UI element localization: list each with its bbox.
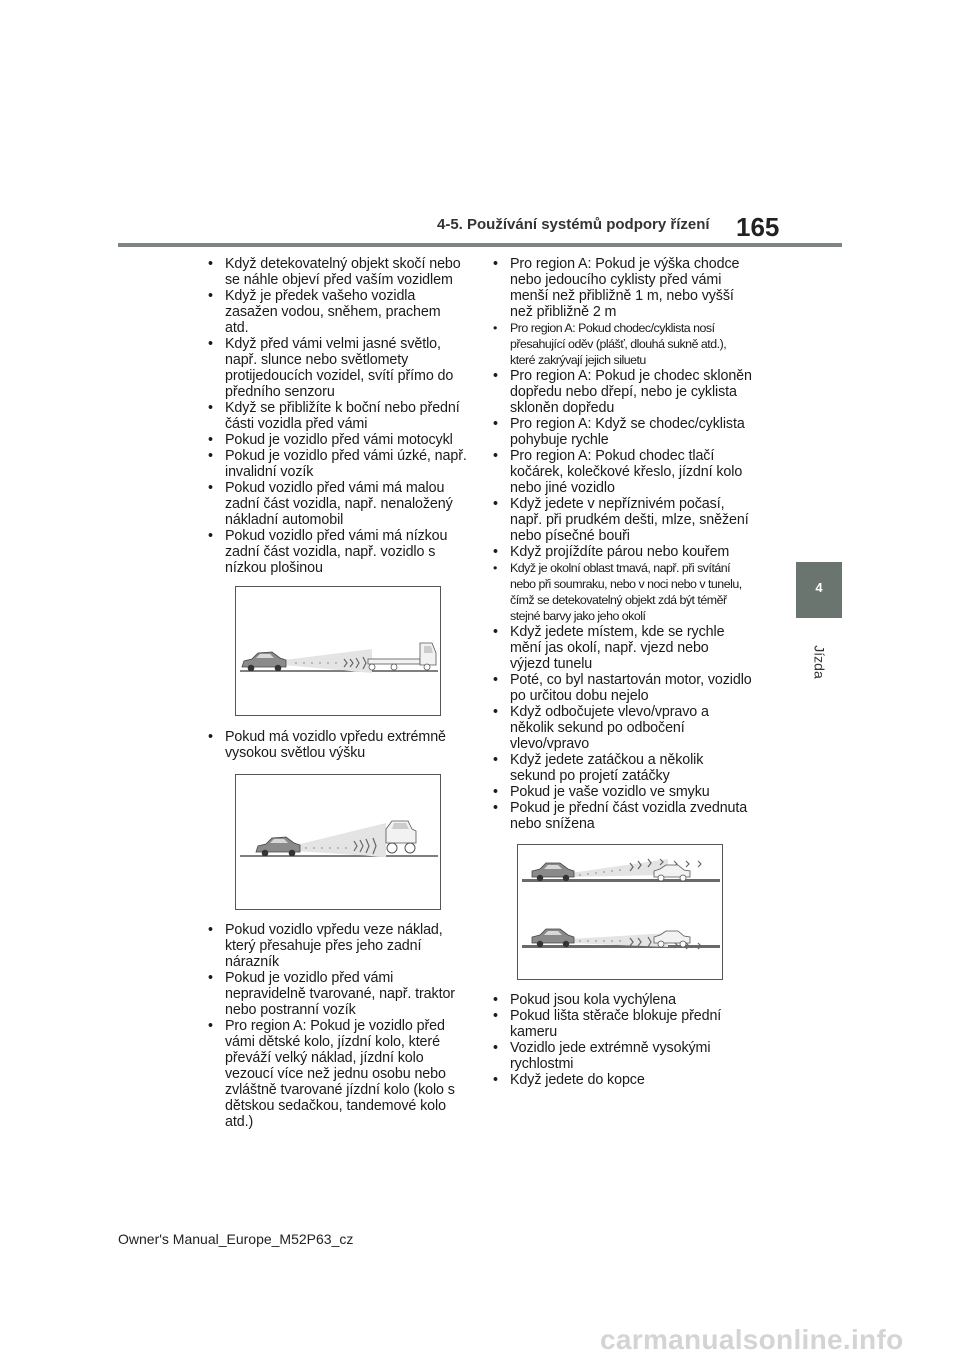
list-item: • Když projíždíte párou nebo kouřem <box>490 544 752 560</box>
chapter-label: Jízda <box>812 645 828 679</box>
chapter-tab[interactable] <box>796 562 842 618</box>
bullet-list <box>205 729 467 761</box>
section-title: 4-5. Používání systémů podpory řízení <box>437 216 710 233</box>
list-item: • Pro region A: Pokud je chodec skloněn dopředu nebo dřepí, nebo je cyklista skloněn dopředu <box>490 368 752 416</box>
footer-manual-id: Owner's Manual_Europe_M52P63_cz <box>118 1231 354 1247</box>
list-item: • Pokud je vozidlo před vámi motocykl <box>205 432 467 448</box>
list-item: • Pokud lišta stěrače blokuje přední kameru <box>490 1008 752 1040</box>
bullet-list <box>205 256 467 576</box>
list-item: • Pokud je vaše vozidlo ve smyku <box>490 784 752 800</box>
chapter-number: 4 <box>815 580 823 595</box>
bullet-list <box>490 992 752 1088</box>
low-platform-truck-illustration <box>235 586 441 716</box>
list-item: • Když se přibližíte k boční nebo přední části vozidla před vámi <box>205 400 467 432</box>
list-item: • Když je předek vašeho vozidla zasažen vodou, sněhem, prachem atd. <box>205 288 467 336</box>
right-column <box>490 256 752 1088</box>
list-item: • Když odbočujete vlevo/vpravo a několik sekund po odbočení vlevo/vpravo <box>490 704 752 752</box>
list-item: • Pro region A: Když se chodec/cyklista pohybuje rychle <box>490 416 752 448</box>
list-item: • Poté, co byl nastartován motor, vozidlo po určitou dobu nejelo <box>490 672 752 704</box>
list-item: • Když jedete do kopce <box>490 1072 752 1088</box>
bullet-list <box>205 922 467 1130</box>
list-item: • Pokud je vozidlo před vámi nepravidelně tvarované, např. traktor nebo postranní vozík <box>205 970 467 1018</box>
left-column <box>205 256 467 1130</box>
list-item: • Vozidlo jede extrémně vysokými rychlostmi <box>490 1040 752 1072</box>
list-item: • Pokud jsou kola vychýlena <box>490 992 752 1008</box>
list-item: • Pokud je vozidlo před vámi úzké, např. invalidní vozík <box>205 448 467 480</box>
watermark: carmanualsonline.info <box>600 1324 904 1355</box>
bullet-list <box>490 256 752 832</box>
list-item: • Pro region A: Pokud je vozidlo před vámi dětské kolo, jízdní kolo, které převáží velký náklad, jízdní kolo vezoucí více než jednu osobu nebo zvláštně tvarované jízdní kolo (kolo s dětskou sedačkou, tandemové kolo atd.) <box>205 1018 467 1130</box>
list-item: • Pokud vozidlo před vámi má malou zadní část vozidla, např. nenaložený nákladní automobil <box>205 480 467 528</box>
list-item: • Když je okolní oblast tmavá, např. při svítání nebo při soumraku, nebo v noci nebo v tunelu, čímž se detekovatelný objekt zdá být téměř stejné barvy jako jeho okolí <box>490 560 752 624</box>
list-item: • Pokud je přední část vozidla zvednuta nebo snížena <box>490 800 752 832</box>
front-raised-lowered-illustration <box>517 844 723 980</box>
list-item: • Pokud má vozidlo vpředu extrémně vysokou světlou výšku <box>205 729 467 761</box>
list-item: • Když jedete v nepříznivém počasí, např. při prudkém dešti, mlze, sněžení nebo písečné bouři <box>490 496 752 544</box>
page-number: 165 <box>736 212 780 242</box>
list-item: • Pro region A: Pokud je výška chodce nebo jedoucího cyklisty před vámi menší než přibližně 1 m, nebo vyšší než přibližně 2 m <box>490 256 752 320</box>
list-item: • Když detekovatelný objekt skočí nebo se náhle objeví před vaším vozidlem <box>205 256 467 288</box>
list-item: • Pokud vozidlo před vámi má nízkou zadní část vozidla, např. vozidlo s nízkou plošinou <box>205 528 467 576</box>
high-clearance-vehicle-illustration <box>235 774 441 910</box>
list-item: • Pro region A: Pokud chodec tlačí kočárek, kolečkové křeslo, jízdní kolo nebo jiné vozidlo <box>490 448 752 496</box>
list-item: • Pro region A: Pokud chodec/cyklista nosí přesahující oděv (plášť, dlouhá sukně atd.), které zakrývají jejich siluetu <box>490 320 752 368</box>
list-item: • Pokud vozidlo vpředu veze náklad, který přesahuje přes jeho zadní nárazník <box>205 922 467 970</box>
list-item: • Když jedete místem, kde se rychle mění jas okolí, např. vjezd nebo výjezd tunelu <box>490 624 752 672</box>
list-item: • Když jedete zatáčkou a několik sekund po projetí zatáčky <box>490 752 752 784</box>
header-divider <box>118 243 842 247</box>
list-item: • Když před vámi velmi jasné světlo, např. slunce nebo světlomety protijedoucích vozidel, svítí přímo do předního senzoru <box>205 336 467 400</box>
